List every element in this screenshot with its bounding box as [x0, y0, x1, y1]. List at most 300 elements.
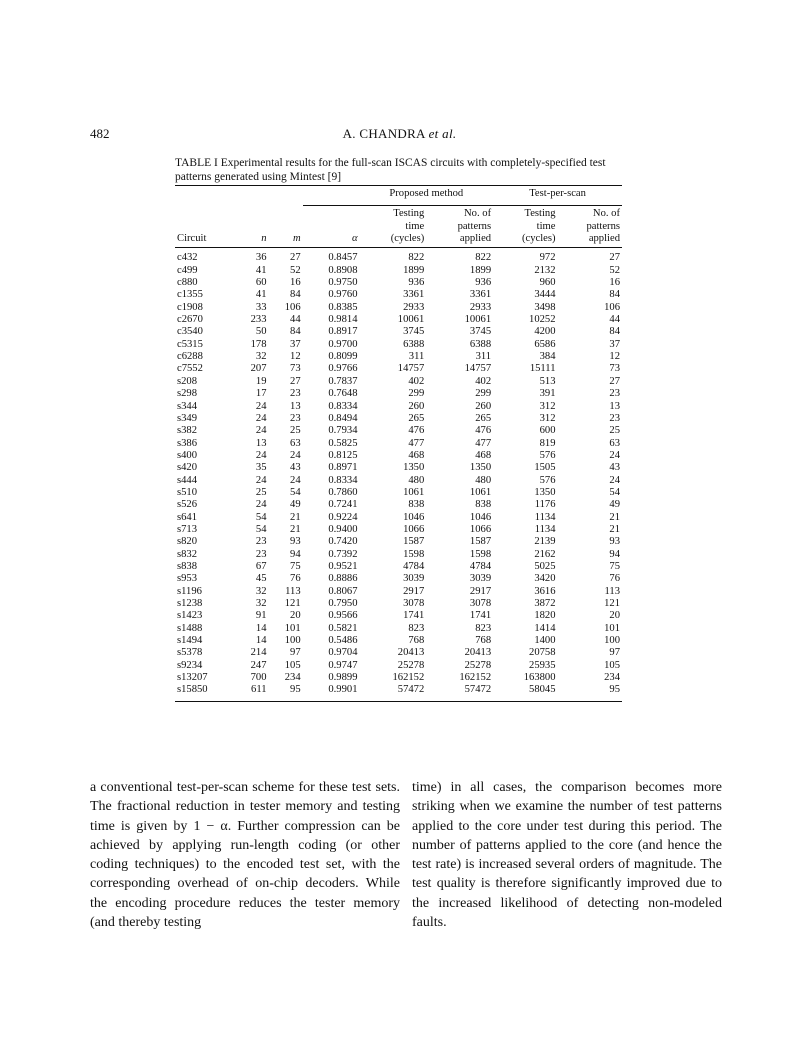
circuit-name-cell: c1355 — [177, 289, 203, 301]
table-row — [175, 265, 622, 277]
table-cell: 0.8908 — [328, 264, 358, 276]
table-cell: 27 — [290, 252, 301, 264]
table-cell: 95 — [269, 684, 303, 701]
circuit-name-cell: s838 — [177, 560, 198, 572]
table-cell: 960 — [539, 277, 556, 289]
table-cell: 101 — [284, 622, 301, 634]
table-row — [175, 536, 622, 548]
table-cell: 84 — [609, 326, 620, 338]
table-cell: 1400 — [534, 635, 556, 647]
column-header — [175, 206, 234, 248]
table-cell: 76 — [609, 573, 620, 585]
table-cell: 0.8917 — [328, 326, 358, 338]
table-cell: 23 — [255, 536, 267, 548]
column-header — [558, 206, 622, 248]
table-cell: 121 — [284, 598, 301, 609]
column-header-line: α — [351, 233, 358, 245]
table-header — [175, 186, 622, 248]
table-cell: 37 — [609, 338, 620, 350]
table-cell: 476 — [408, 425, 425, 437]
table-cell: 106 — [604, 301, 620, 313]
table-cell: 822 — [408, 252, 425, 264]
table-cell: 2162 — [534, 548, 556, 560]
table-cell: 3616 — [534, 585, 556, 597]
table-cell: 73 — [290, 363, 301, 375]
circuit-name-cell: s298 — [177, 388, 198, 400]
table-row — [175, 339, 622, 351]
table-cell: 513 — [539, 375, 556, 387]
table-cell: 75 — [290, 560, 301, 572]
table-cell: 20758 — [529, 647, 556, 659]
column-header-line: n — [261, 233, 267, 245]
table-cell: 1350 — [534, 486, 556, 498]
column-header — [269, 206, 303, 248]
table-cell: 1176 — [534, 499, 556, 511]
table-cell: 234 — [284, 672, 301, 684]
table-cell: 24 — [255, 499, 267, 511]
column-header — [360, 206, 427, 248]
table-cell: 121 — [604, 598, 620, 609]
table-cell: 25278 — [464, 659, 492, 671]
table-cell: 1598 — [403, 548, 425, 560]
table-cell: 2933 — [469, 301, 492, 313]
table-cell: 25278 — [397, 659, 425, 671]
table-cell: 24 — [290, 474, 301, 486]
table-cell: 700 — [250, 672, 267, 684]
table-cell: 25 — [290, 425, 301, 437]
table-cell: 75 — [609, 560, 620, 572]
table-row — [175, 376, 622, 388]
table-cell: 20413 — [464, 647, 492, 659]
table-cell: 1587 — [403, 536, 425, 548]
table-cell: 21 — [609, 511, 620, 523]
table-cell: 105 — [604, 659, 620, 671]
table-cell: 0.7950 — [328, 598, 358, 609]
body-text-left-column: a conventional test-per-scan scheme for these test sets. The fractional reduction in tester memory and testing time is given by 1 − α. Further compression can be achieved by applying run-length coding (or other coding techniques) to the encoded test set, with the corresponding overhead of on-chip decoders. While the encoding procedure reduces the tester memory (and thereby testing — [90, 780, 400, 931]
table-cell: 10061 — [397, 314, 425, 326]
table-cell: 24 — [255, 449, 267, 461]
table-cell: 260 — [408, 400, 425, 412]
circuit-name-cell: s15850 — [175, 684, 234, 701]
table-cell: 13 — [255, 437, 267, 449]
table-cell: 299 — [475, 388, 492, 400]
table-cell: 1350 — [403, 462, 425, 474]
table-cell: 73 — [609, 363, 620, 375]
results-table-container — [175, 185, 622, 702]
table-cell: 312 — [539, 412, 556, 424]
circuit-name-cell: s208 — [177, 375, 198, 387]
table-cell: 41 — [255, 289, 267, 301]
table-cell: 93 — [290, 536, 301, 548]
table-row — [175, 647, 622, 659]
table-cell: 384 — [539, 351, 556, 363]
column-header-line: No. of — [464, 208, 492, 220]
circuit-name-cell: s1488 — [177, 622, 203, 634]
table-cell: 0.9760 — [328, 289, 358, 301]
table-cell: 13 — [609, 400, 620, 412]
table-cell: 265 — [475, 412, 492, 424]
table-cell: 0.8971 — [328, 462, 358, 474]
table-cell: 480 — [475, 474, 492, 486]
table-row — [175, 388, 622, 400]
circuit-name-cell: s1423 — [177, 610, 203, 622]
circuit-name-cell: s1494 — [177, 635, 203, 647]
table-cell: 23 — [609, 388, 620, 400]
table-cell: 97 — [290, 647, 301, 659]
table-cell: 2933 — [403, 301, 425, 313]
table-cell: 0.8886 — [328, 573, 358, 585]
table-cell: 312 — [539, 400, 556, 412]
table-cell: 936 — [408, 277, 425, 289]
table-row — [175, 635, 622, 647]
table-cell: 4784 — [403, 560, 425, 572]
table-row — [175, 549, 622, 561]
table-cell: 21 — [290, 523, 301, 535]
table-cell: 43 — [609, 462, 620, 474]
table-cell: 93 — [609, 536, 620, 548]
table-cell: 63 — [609, 437, 620, 449]
table-cell: 24 — [255, 400, 267, 412]
column-header-line: patterns — [457, 220, 492, 232]
table-cell: 10061 — [464, 314, 492, 326]
table-cell: 84 — [290, 326, 301, 338]
table-row — [175, 413, 622, 425]
table-cell: 43 — [290, 462, 301, 474]
table-cell: 63 — [290, 437, 301, 449]
table-cell: 14 — [255, 622, 267, 634]
column-header-line: patterns — [586, 220, 620, 232]
table-cell: 4784 — [469, 560, 492, 572]
group-header-proposed: Proposed method — [360, 186, 494, 203]
table-cell: 3039 — [469, 573, 492, 585]
table-cell: 402 — [475, 375, 492, 387]
table-cell: 936 — [475, 277, 492, 289]
circuit-name-cell: c6288 — [177, 351, 203, 363]
table-cell: 19 — [255, 375, 267, 387]
table-cell: 3498 — [534, 301, 556, 313]
table-cell: 0.8334 — [328, 400, 358, 412]
table-cell: 0.8334 — [328, 474, 358, 486]
circuit-name-cell: c880 — [177, 277, 198, 289]
running-head-authors: A. CHANDRA — [342, 126, 426, 141]
table-cell: 21 — [290, 511, 301, 523]
table-row — [175, 401, 622, 413]
circuit-name-cell: s382 — [177, 425, 198, 437]
table-cell: 23 — [255, 548, 267, 560]
circuit-name-cell: c432 — [177, 252, 198, 264]
table-cell: 101 — [604, 622, 620, 634]
circuit-name-cell: s386 — [177, 437, 198, 449]
table-cell: 0.9899 — [328, 672, 358, 684]
table-cell: 0.7860 — [328, 486, 358, 498]
table-cell: 23 — [290, 388, 301, 400]
table-cell: 50 — [255, 326, 267, 338]
table-cell: 0.9747 — [328, 659, 358, 671]
table-cell: 0.9521 — [328, 560, 358, 572]
table-cell: 13 — [290, 400, 301, 412]
circuit-name-cell: s444 — [177, 474, 198, 486]
table-cell: 823 — [408, 622, 425, 634]
table-cell: 25 — [609, 425, 620, 437]
table-cell: 16 — [609, 277, 620, 289]
table-cell: 106 — [284, 301, 301, 313]
table-cell: 23 — [290, 412, 301, 424]
table-cell: 52 — [609, 264, 620, 276]
table-cell: 1414 — [534, 622, 556, 634]
table-cell: 3361 — [403, 289, 425, 301]
table-cell: 24 — [609, 474, 620, 486]
table-cell: 32 — [255, 351, 267, 363]
table-row — [175, 561, 622, 573]
table-cell: 3872 — [534, 598, 556, 609]
table-cell: 0.7934 — [328, 425, 358, 437]
column-header-line: Circuit — [177, 233, 207, 245]
page-number: 482 — [90, 126, 110, 141]
table-cell: 37 — [290, 338, 301, 350]
table-cell: 57472 — [360, 684, 427, 701]
table-cell: 49 — [290, 499, 301, 511]
table-cell: 1066 — [469, 523, 492, 535]
table-cell: 838 — [475, 499, 492, 511]
table-cell: 24 — [255, 425, 267, 437]
table-cell: 14757 — [397, 363, 425, 375]
table-cell: 0.7648 — [328, 388, 358, 400]
table-cell: 58045 — [493, 684, 557, 701]
circuit-name-cell: s344 — [177, 400, 198, 412]
circuit-name-cell: c2670 — [177, 314, 203, 326]
table-cell: 84 — [609, 289, 620, 301]
table-cell: 23 — [609, 412, 620, 424]
table-cell: 32 — [255, 598, 267, 609]
table-cell: 0.7837 — [328, 375, 358, 387]
table-cell: 600 — [539, 425, 556, 437]
table-cell: 33 — [255, 301, 267, 313]
table-cell: 54 — [609, 486, 620, 498]
table-row — [175, 326, 622, 338]
table-cell: 0.5821 — [328, 622, 358, 634]
table-cell: 178 — [250, 338, 267, 350]
table-cell: 247 — [250, 659, 267, 671]
circuit-name-cell: s1238 — [177, 598, 203, 609]
table-cell: 57472 — [426, 684, 493, 701]
table-cell: 2139 — [534, 536, 556, 548]
table-cell: 1505 — [534, 462, 556, 474]
running-head-etal: et al. — [428, 126, 457, 141]
results-table — [175, 185, 622, 702]
table-cell: 14 — [255, 635, 267, 647]
table-cell: 12 — [609, 351, 620, 363]
table-cell: 21 — [609, 523, 620, 535]
table-row — [175, 623, 622, 635]
table-cell: 0.7420 — [328, 536, 358, 548]
table-cell: 5025 — [534, 560, 556, 572]
table-cell: 0.8067 — [328, 585, 358, 597]
table-cell: 24 — [255, 474, 267, 486]
column-header-line: time — [536, 220, 556, 232]
column-header-line: applied — [588, 233, 620, 245]
table-row — [175, 363, 622, 375]
table-cell: 0.5825 — [328, 437, 358, 449]
table-cell: 94 — [609, 548, 620, 560]
table-cell: 0.7241 — [328, 499, 358, 511]
table-cell: 2132 — [534, 264, 556, 276]
table-cell: 6388 — [469, 338, 492, 350]
table-cell: 260 — [475, 400, 492, 412]
table-cell: 163800 — [523, 672, 556, 684]
circuit-name-cell: s820 — [177, 536, 198, 548]
column-header — [234, 206, 268, 248]
table-cell: 54 — [255, 523, 267, 535]
table-cell: 299 — [408, 388, 425, 400]
table-row — [175, 351, 622, 363]
table-cell: 1061 — [403, 486, 425, 498]
table-cell: 113 — [285, 585, 301, 597]
table-cell: 1046 — [469, 511, 492, 523]
table-cell: 1741 — [469, 610, 492, 622]
circuit-name-cell: s420 — [177, 462, 198, 474]
circuit-name-cell: s349 — [177, 412, 198, 424]
table-row — [175, 610, 622, 622]
table-row — [175, 512, 622, 524]
table-cell: 25 — [255, 486, 267, 498]
table-cell: 0.9750 — [328, 277, 358, 289]
table-cell: 20 — [609, 610, 620, 622]
table-cell: 311 — [408, 351, 425, 363]
circuit-name-cell: s510 — [177, 486, 198, 498]
circuit-name-cell: s641 — [177, 511, 198, 523]
table-cell: 477 — [475, 437, 492, 449]
table-cell: 76 — [290, 573, 301, 585]
running-head — [0, 126, 799, 142]
table-cell: 0.8494 — [328, 412, 358, 424]
column-header-line: (cycles) — [390, 233, 425, 245]
table-cell: 576 — [539, 474, 556, 486]
table-cell: 972 — [539, 252, 556, 264]
table-row — [175, 438, 622, 450]
circuit-name-cell: s953 — [177, 573, 198, 585]
circuit-name-cell: s5378 — [177, 647, 203, 659]
table-cell: 391 — [539, 388, 556, 400]
circuit-name-cell: s713 — [177, 523, 198, 535]
table-cell: 576 — [539, 449, 556, 461]
table-row — [175, 450, 622, 462]
table-cell: 32 — [255, 585, 267, 597]
table-cell: 3745 — [469, 326, 492, 338]
table-cell: 468 — [475, 449, 492, 461]
column-header-line: Testing — [524, 208, 556, 220]
table-cell: 2917 — [469, 585, 492, 597]
table-cell: 214 — [250, 647, 267, 659]
table-cell: 1066 — [403, 523, 425, 535]
table-cell: 16 — [290, 277, 301, 289]
table-cell: 6586 — [534, 338, 556, 350]
column-header-line: time — [405, 220, 425, 232]
table-row — [175, 462, 622, 474]
table-cell: 27 — [609, 375, 620, 387]
circuit-name-cell: s13207 — [177, 672, 208, 684]
table-cell: 0.9814 — [328, 314, 358, 326]
table-cell: 0.9224 — [328, 511, 358, 523]
table-body — [175, 248, 622, 701]
group-header-test-per-scan: Test-per-scan — [493, 186, 622, 203]
table-cell: 1061 — [469, 486, 492, 498]
table-row — [175, 302, 622, 314]
table-cell: 20 — [290, 610, 301, 622]
table-cell: 3361 — [469, 289, 492, 301]
table-cell: 0.8457 — [328, 252, 358, 264]
table-cell: 1820 — [534, 610, 556, 622]
table-cell: 819 — [539, 437, 556, 449]
table-cell: 35 — [255, 462, 267, 474]
table-row — [175, 499, 622, 511]
table-cell: 311 — [475, 351, 492, 363]
column-header — [303, 206, 360, 248]
table-cell: 207 — [250, 363, 267, 375]
table-cell: 0.9400 — [328, 523, 358, 535]
table-cell: 402 — [408, 375, 425, 387]
table-row — [175, 289, 622, 301]
table-cell: 3039 — [403, 573, 425, 585]
group-header-row — [175, 186, 622, 203]
table-cell: 1134 — [534, 523, 556, 535]
table-cell: 476 — [475, 425, 492, 437]
column-header-row — [175, 206, 622, 248]
circuit-name-cell: c3540 — [177, 326, 203, 338]
table-cell: 1598 — [469, 548, 492, 560]
table-cell: 44 — [290, 314, 301, 326]
table-cell: 162152 — [459, 672, 492, 684]
table-cell: 0.8385 — [328, 301, 358, 313]
table-cell: 60 — [255, 277, 267, 289]
table-cell: 6388 — [403, 338, 425, 350]
table-cell: 54 — [290, 486, 301, 498]
table-cell: 838 — [408, 499, 425, 511]
table-cell: 3078 — [469, 598, 492, 609]
table-cell: 822 — [475, 252, 492, 264]
table-cell: 17 — [255, 388, 267, 400]
table-cell: 52 — [290, 264, 301, 276]
table-cell: 100 — [604, 635, 620, 647]
circuit-name-cell: s1196 — [177, 585, 202, 597]
table-cell: 12 — [290, 351, 301, 363]
table-cell: 823 — [475, 622, 492, 634]
circuit-name-cell: s9234 — [177, 659, 203, 671]
table-cell: 1741 — [403, 610, 425, 622]
table-cell: 24 — [609, 449, 620, 461]
table-cell: 468 — [408, 449, 425, 461]
table-cell: 162152 — [392, 672, 425, 684]
table-cell: 611 — [234, 684, 268, 701]
table-cell: 100 — [284, 635, 301, 647]
table-cell: 477 — [408, 437, 425, 449]
table-cell: 234 — [604, 672, 620, 684]
table-cell: 0.5486 — [328, 635, 358, 647]
table-cell: 1350 — [469, 462, 492, 474]
table-cell: 3420 — [534, 573, 556, 585]
circuit-name-cell: c7552 — [177, 363, 203, 375]
table-cell: 768 — [475, 635, 492, 647]
table-row — [175, 598, 622, 610]
table-cell: 20413 — [397, 647, 425, 659]
column-header-line: applied — [459, 233, 492, 245]
table-row — [175, 660, 622, 672]
table-cell: 27 — [290, 375, 301, 387]
table-cell: 97 — [609, 647, 620, 659]
table-cell: 14757 — [464, 363, 492, 375]
table-row — [175, 672, 622, 684]
table-cell: 0.8125 — [328, 449, 358, 461]
table-row — [175, 573, 622, 585]
